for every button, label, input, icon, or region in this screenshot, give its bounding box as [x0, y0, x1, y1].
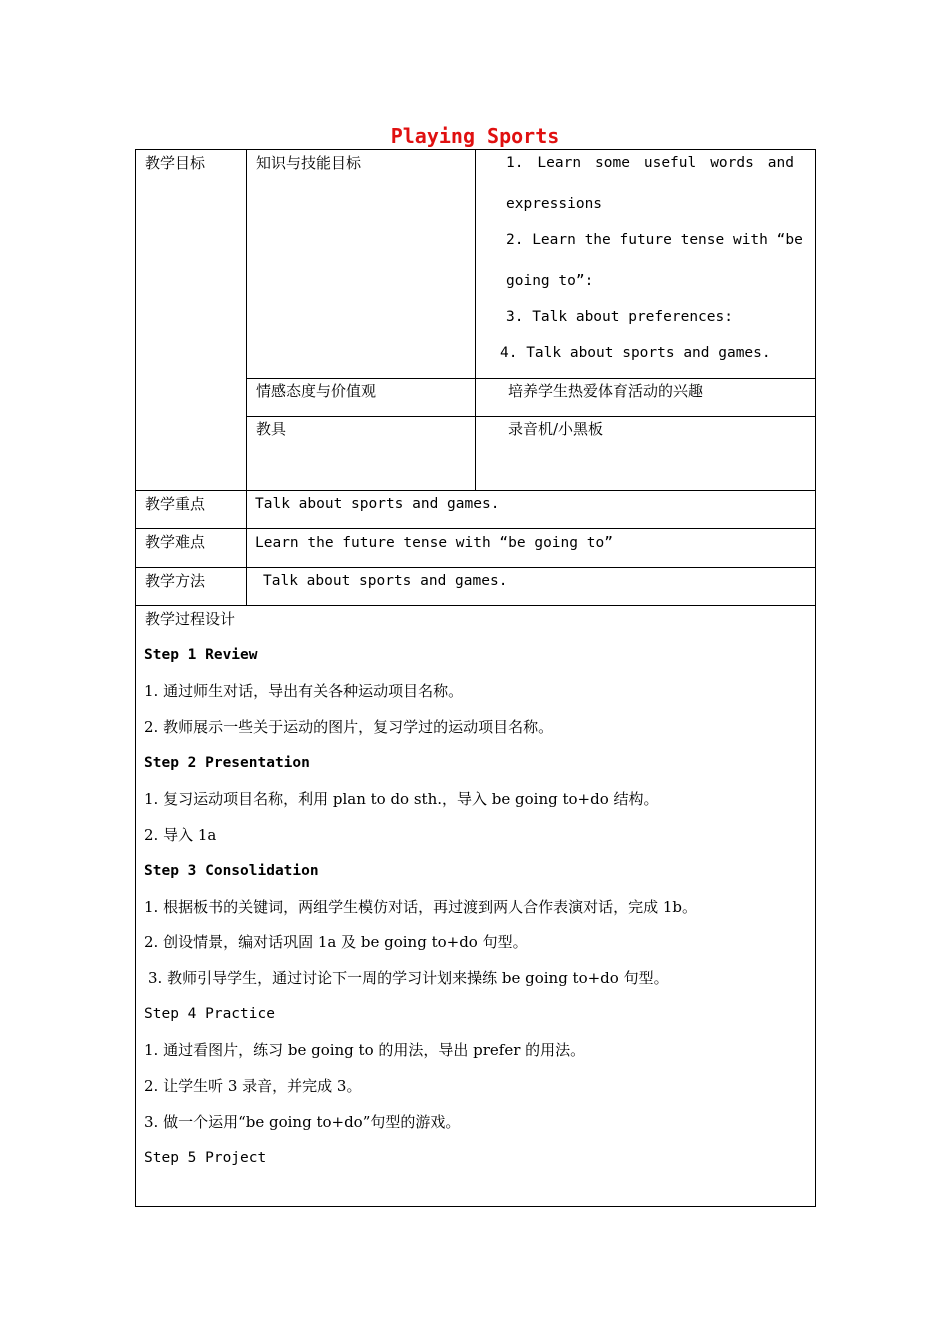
list-item: 2. 教师展示一些关于运动的图片，复习学过的运动项目名称。 — [144, 718, 554, 736]
list-item: 3. 教师引导学生，通过讨论下一周的学习计划来操练 be going to+do 句型。 — [148, 969, 669, 987]
objective-item-1: 1. Learn some useful words and — [506, 155, 794, 171]
step-4-title: Step 4 Practice — [144, 1006, 275, 1022]
objective-item-3: 3. Talk about preferences: — [506, 309, 733, 325]
knowledge-label: 知识与技能目标 — [256, 154, 362, 172]
emotion-label: 情感态度与价值观 — [256, 382, 377, 400]
objective-item-4: 4. Talk about sports and games. — [500, 345, 771, 361]
step-3-title: Step 3 Consolidation — [144, 863, 319, 879]
list-item: 1. 通过看图片，练习 be going to 的用法，导出 prefer 的用法。 — [144, 1041, 586, 1059]
methods-value: Talk about sports and games. — [263, 573, 508, 589]
difficulties-label: 教学难点 — [145, 533, 206, 551]
key-points-value: Talk about sports and games. — [255, 496, 500, 512]
list-item: 1. 通过师生对话，导出有关各种运动项目名称。 — [144, 682, 464, 700]
objective-item-2-cont: going to”: — [506, 273, 594, 289]
list-item: 2. 让学生听 3 录音，并完成 3。 — [144, 1077, 362, 1095]
tools-value: 录音机/小黑板 — [508, 420, 604, 438]
objective-item-1-cont: expressions — [506, 196, 603, 212]
list-item: 1. 根据板书的关键词，两组学生模仿对话，再过渡到两人合作表演对话，完成 1b。 — [144, 898, 697, 916]
objectives-label: 教学目标 — [145, 154, 206, 172]
list-item: 2. 导入 1a — [144, 826, 217, 844]
objective-item-2: 2. Learn the future tense with “be — [506, 232, 803, 248]
document-title: Playing Sports — [390, 124, 560, 148]
tools-label: 教具 — [256, 420, 287, 438]
list-item: 1. 复习运动项目名称，利用 plan to do sth.，导入 be going to+do 结构。 — [144, 790, 659, 808]
step-2-title: Step 2 Presentation — [144, 755, 310, 771]
process-label: 教学过程设计 — [145, 610, 236, 628]
key-points-label: 教学重点 — [145, 495, 206, 513]
step-1-title: Step 1 Review — [144, 647, 258, 663]
list-item: 3. 做一个运用“be going to+do”句型的游戏。 — [144, 1113, 461, 1131]
list-item: 2. 创设情景，编对话巩固 1a 及 be going to+do 句型。 — [144, 933, 528, 951]
emotion-value: 培养学生热爱体育活动的兴趣 — [508, 382, 704, 400]
methods-label: 教学方法 — [145, 572, 206, 590]
difficulties-value: Learn the future tense with “be going to” — [255, 535, 613, 551]
step-5-title: Step 5 Project — [144, 1150, 267, 1166]
